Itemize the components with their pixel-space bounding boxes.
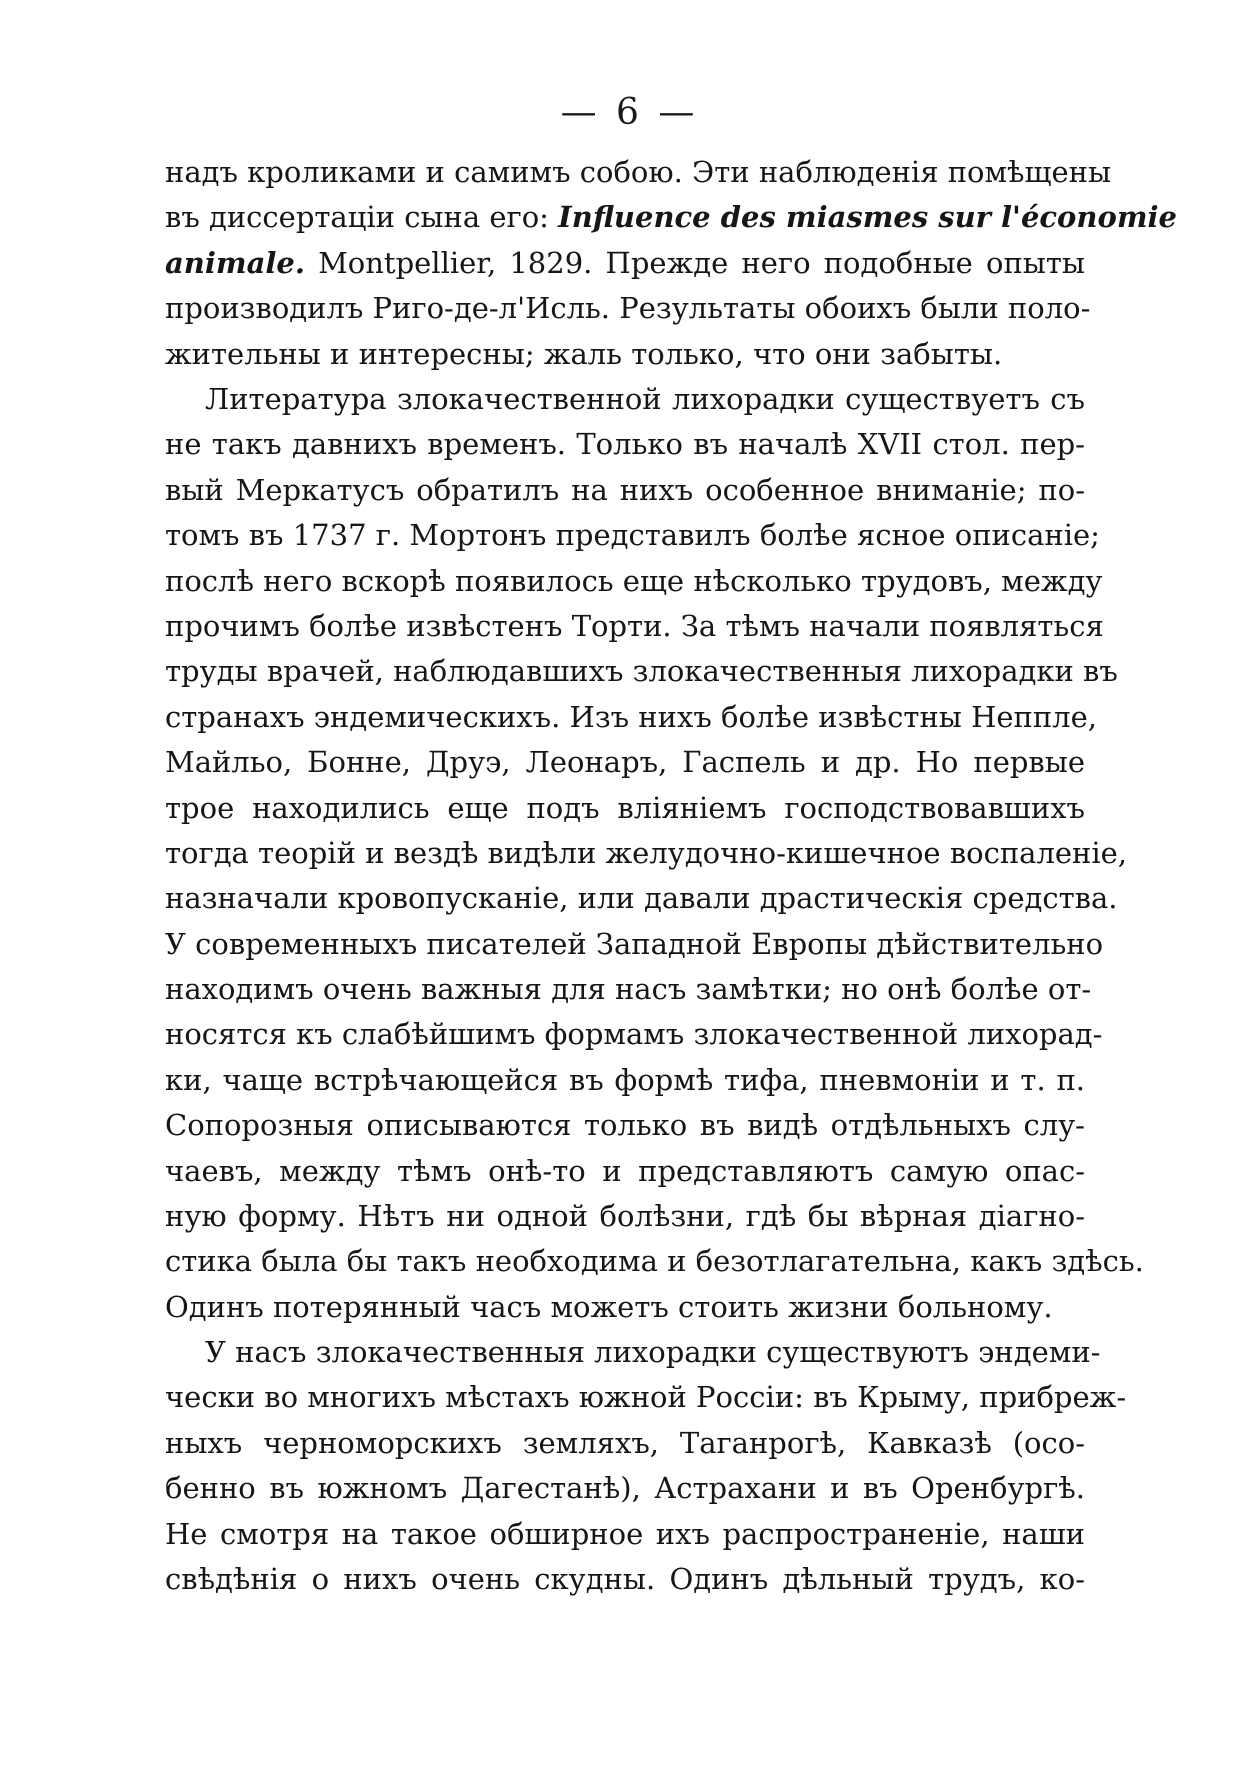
text-line: чески во многихъ мѣстахъ южной Россіи: въ Крыму, прибреж- (165, 1380, 1127, 1415)
text-line: У современныхъ писателей Западной Европы дѣйствительно (165, 926, 1104, 961)
text-line: трое находились еще подъ вліяніемъ господствовавшихъ (165, 790, 1085, 825)
italic-title-continuation: animale. (165, 245, 305, 280)
text-line: надъ кроликами и самимъ собою. Эти наблюденія помѣщены (165, 155, 1112, 189)
text-line: вый Меркатусъ обратилъ на нихъ особенное вниманіе; по- (165, 472, 1085, 507)
text-line: Сопорозныя описываются только въ видѣ отдѣльныхъ слу- (165, 1108, 1085, 1143)
text-line: носятся къ слабѣйшимъ формамъ злокачественной лихорад- (165, 1017, 1103, 1052)
text-line: бенно въ южномъ Дагестанѣ), Астрахани и въ Оренбургѣ. (165, 1471, 1085, 1506)
text-line: свѣдѣнія о нихъ очень скудны. Одинъ дѣльный трудъ, ко- (165, 1561, 1085, 1596)
text-line: У насъ злокачественныя лихорадки существуютъ эндеми- (205, 1335, 1101, 1369)
text-line: не такъ давнихъ временъ. Только въ началѣ XVII стол. пер- (165, 427, 1085, 462)
text-line: ки, чаще встрѣчающейся въ формѣ тифа, пневмоніи и т. п. (165, 1062, 1085, 1097)
text-line: труды врачей, наблюдавшихъ злокачественныя лихорадки въ (165, 654, 1118, 689)
paragraph-2 (165, 377, 1144, 1330)
text-line: странахъ эндемическихъ. Изъ нихъ болѣе извѣстны Неппле, (165, 699, 1097, 734)
page-number: — 6 — (560, 92, 699, 133)
text-line: Одинъ потерянный часъ можетъ стоить жизни больному. (165, 1289, 1053, 1324)
text-line: жительны и интересны; жаль только, что они забыты. (165, 336, 1003, 371)
text-fragment: въ диссертаціи сына его: (165, 200, 559, 235)
text-line: animale. Montpellier, 1829. Прежде него подобные опыты (165, 245, 1085, 280)
text-line (165, 195, 1177, 240)
text-line: Литература злокачественной лихорадки существуетъ съ (205, 382, 1085, 416)
paragraph-3 (165, 1330, 1127, 1602)
text-line: томъ въ 1737 г. Мортонъ представилъ болѣе ясное описаніе; (165, 518, 1100, 553)
paragraph-1 (165, 150, 1177, 377)
text-line: прочимъ болѣе извѣстенъ Торти. За тѣмъ начали появляться (165, 608, 1104, 643)
text-line: чаевъ, между тѣмъ онѣ-то и представляютъ самую опас- (165, 1153, 1085, 1188)
text-line: назначали кровопусканіе, или давали драстическія средства. (165, 881, 1118, 916)
text-line: производилъ Риго-де-л'Исль. Результаты обоихъ были поло- (165, 291, 1091, 326)
text-line: находимъ очень важныя для насъ замѣтки; но онѣ болѣе от- (165, 972, 1092, 1007)
text-line: ную форму. Нѣтъ ни одной болѣзни, гдѣ бы вѣрная діагно- (165, 1199, 1085, 1234)
text-line: стика была бы такъ необходима и безотлагательна, какъ здѣсь. (165, 1244, 1144, 1279)
text-line: ныхъ черноморскихъ земляхъ, Таганрогѣ, Кавказѣ (осо- (165, 1425, 1085, 1460)
text-line: тогда теорій и вездѣ видѣли желудочно-кишечное воспаленіе, (165, 835, 1128, 870)
text-line: Майльо, Бонне, Друэ, Леонаръ, Гаспель и др. Но первые (165, 745, 1085, 780)
text-line: Не смотря на такое обширное ихъ распространеніе, наши (165, 1516, 1085, 1551)
text-line: послѣ него вскорѣ появилось еще нѣсколько трудовъ, между (165, 563, 1103, 598)
italic-title: Influence des miasmes sur l'économie (558, 200, 1177, 235)
